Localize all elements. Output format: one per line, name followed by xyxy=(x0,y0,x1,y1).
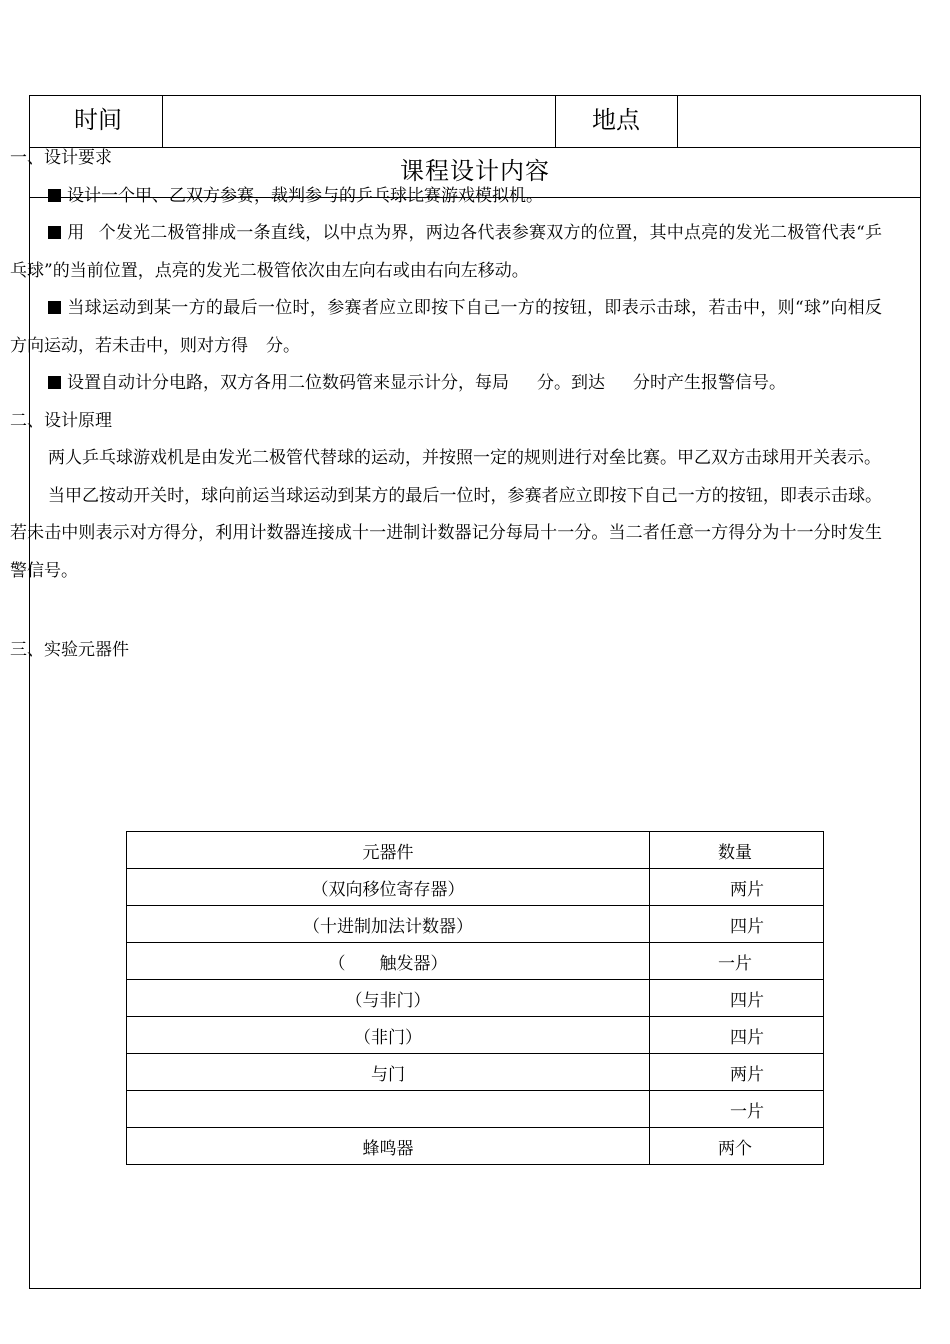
bullet-square-icon xyxy=(48,189,61,202)
component-name: 蜂鸣器 xyxy=(127,1128,650,1165)
component-quantity: 一片 xyxy=(650,943,824,980)
table-row xyxy=(127,1091,824,1128)
requirement-text-1: 设计一个甲、乙双方参赛，裁判参与的乒乓球比赛游戏模拟机。 xyxy=(67,185,543,206)
requirement-item-2 xyxy=(10,215,882,290)
requirement-text-3a: 当球运动到某一方的最后一位时，参赛者应立即按下自己一方的按钮，即表示击球，若击中，则“球”向相反方向运动，若未击中，则对方得 xyxy=(10,298,882,356)
component-quantity: 四片 xyxy=(650,906,824,943)
component-quantity: 两个 xyxy=(650,1128,824,1165)
header-component: 元器件 xyxy=(127,832,650,869)
time-label: 时间 xyxy=(74,106,122,134)
component-quantity: 两片 xyxy=(650,869,824,906)
section-heading-requirements: 一、设计要求 xyxy=(10,148,112,168)
principle-paragraph-2: 当甲乙按动开关时，球向前运当球运动到某方的最后一位时，参赛者应立即按下自己一方的按钮，即表示击球。若未击中则表示对方得分，利用计数器连接成十一进制计数器记分每局十一分。当二者任意一方得分为十一分时发生警信号。 xyxy=(10,485,882,581)
bullet-square-icon xyxy=(48,301,61,314)
place-label: 地点 xyxy=(592,106,640,134)
header-quantity: 数量 xyxy=(650,832,824,869)
principle-paragraph-1: 两人乒乓球游戏机是由发光二极管代替球的运动，并按照一定的规则进行对垒比赛。甲乙双方击球用开关表示。 xyxy=(48,448,881,468)
bullet-square-icon xyxy=(48,226,61,239)
component-quantity: 一片 xyxy=(650,1091,824,1128)
bullet-square-icon xyxy=(48,376,61,389)
requirement-text-4c: 分时产生报警信号。 xyxy=(633,373,786,393)
component-name: （与非门） xyxy=(127,980,650,1017)
requirement-item-1 xyxy=(10,178,882,216)
content-body xyxy=(10,140,882,670)
requirement-item-4 xyxy=(10,365,882,403)
component-quantity: 两片 xyxy=(650,1054,824,1091)
component-name xyxy=(127,1091,650,1128)
spacer xyxy=(10,590,882,632)
component-name: （双向移位寄存器） xyxy=(127,869,650,906)
components-table xyxy=(126,831,824,1165)
section-heading-components: 三、实验元器件 xyxy=(10,640,129,660)
component-name: （非门） xyxy=(127,1017,650,1054)
table-row xyxy=(127,1128,824,1165)
component-name: （十进制加法计数器） xyxy=(127,906,650,943)
requirement-text-3b: 分。 xyxy=(266,335,300,356)
component-quantity: 四片 xyxy=(650,980,824,1017)
requirement-item-3 xyxy=(10,290,882,365)
table-row xyxy=(127,1017,824,1054)
section-heading-principle: 二、设计原理 xyxy=(10,410,112,431)
component-name: 与门 xyxy=(127,1054,650,1091)
component-quantity: 四片 xyxy=(650,1017,824,1054)
table-row xyxy=(127,943,824,980)
requirement-text-4b: 分。到达 xyxy=(537,373,605,393)
table-row xyxy=(127,980,824,1017)
requirement-text-2b: 个发光二极管排成一条直线，以中点为界，两边各代表参赛双方的位置，其中点亮的发光二极管代表“乒乓球”的当前位置，点亮的发光二极管依次由左向右或由右向左移动。 xyxy=(10,223,882,281)
requirement-text-4a: 设置自动计分电路，双方各用二位数码管来显示计分，每局 xyxy=(67,373,509,393)
page-title: 课程设计内容 xyxy=(400,157,550,185)
table-row xyxy=(127,906,824,943)
components-header-row xyxy=(127,832,824,869)
table-row xyxy=(127,1054,824,1091)
requirement-text-2a: 用 xyxy=(67,223,85,243)
table-row xyxy=(127,869,824,906)
component-name: （ 触发器） xyxy=(127,943,650,980)
